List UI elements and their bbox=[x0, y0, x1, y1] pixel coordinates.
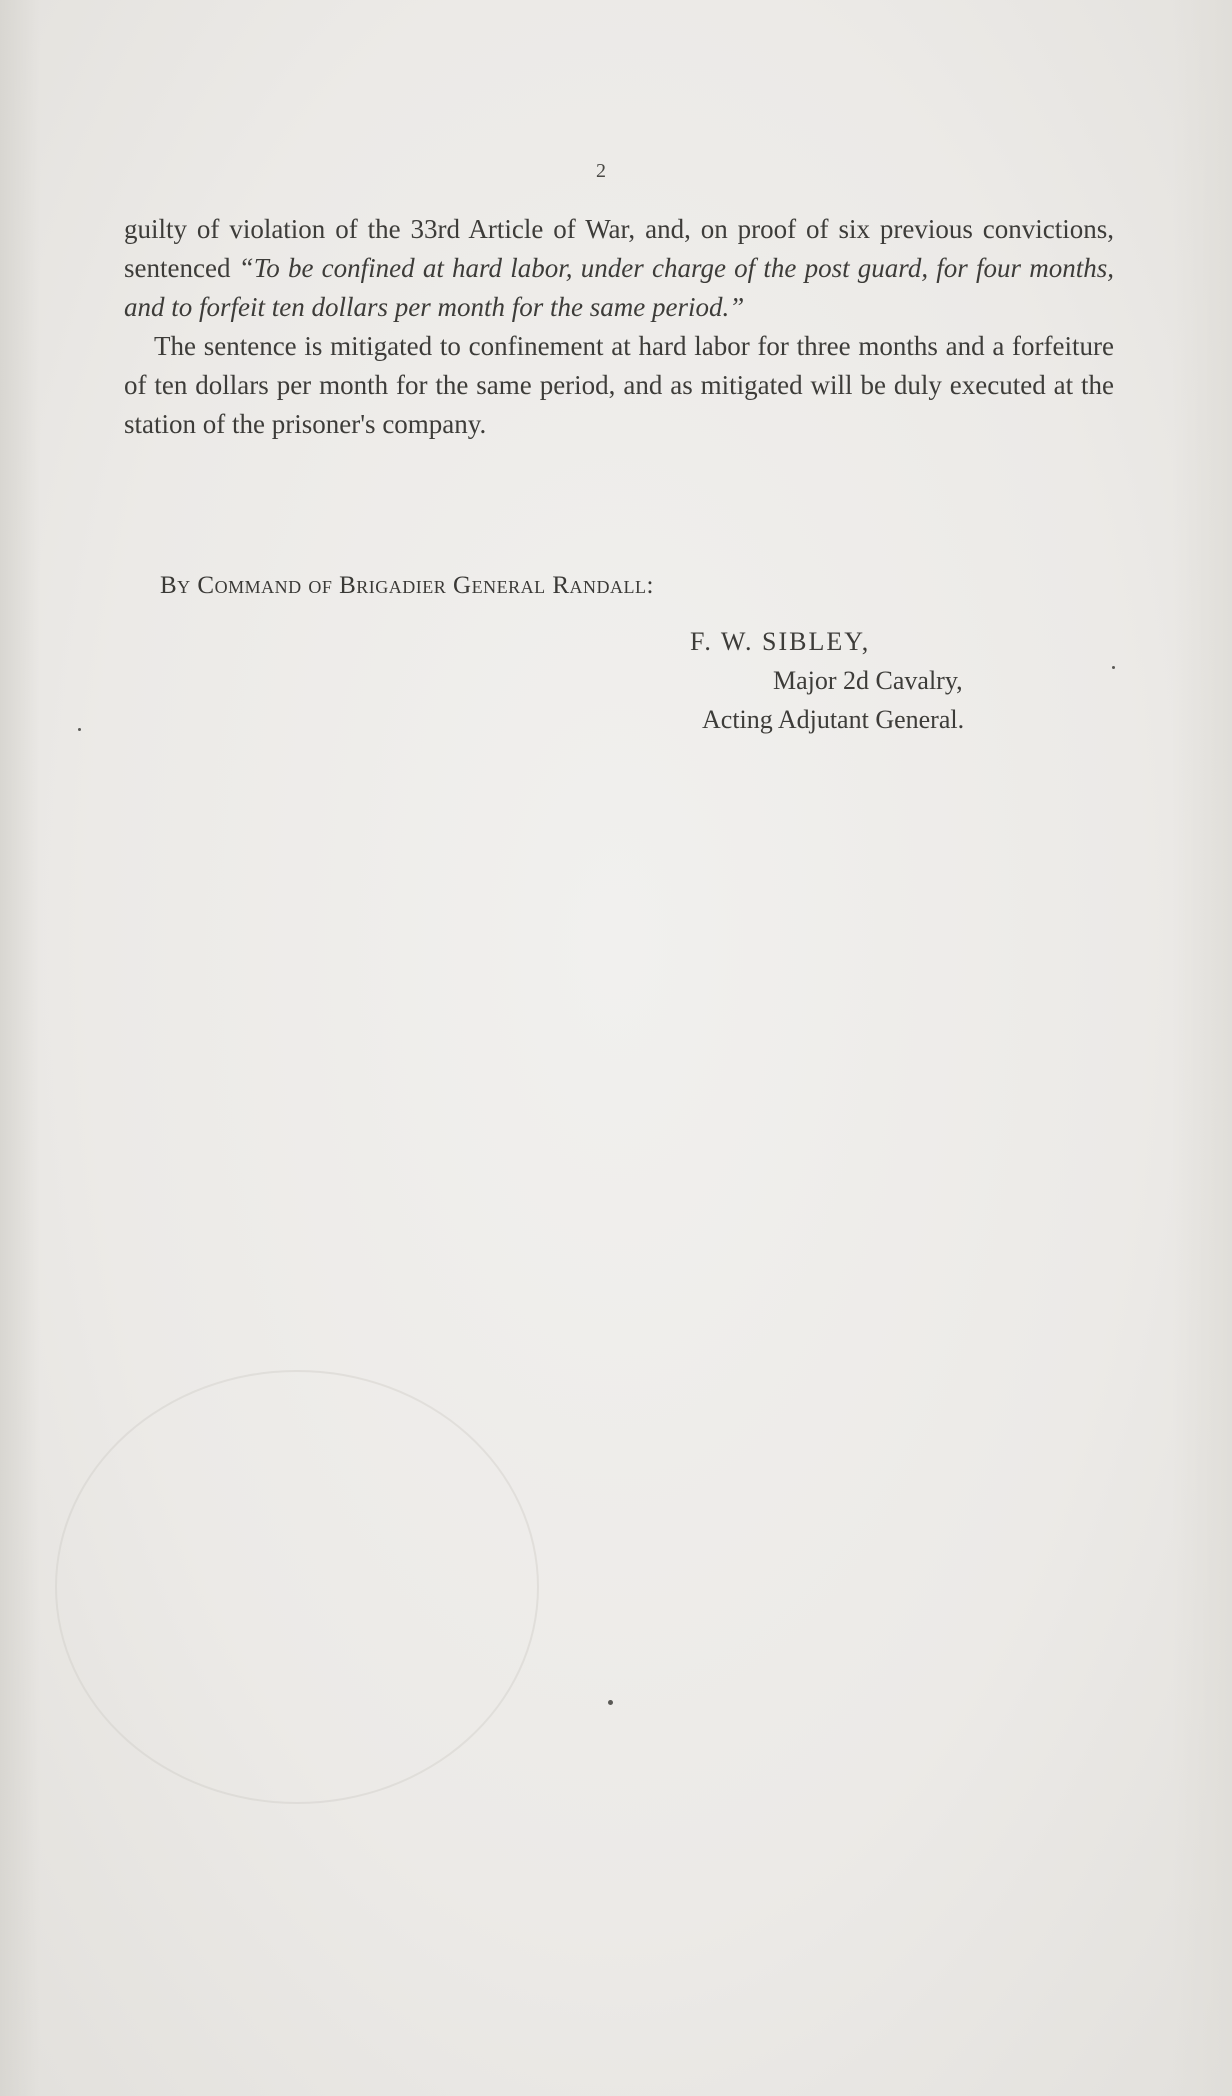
page-edge-right-shadow bbox=[1172, 0, 1232, 2096]
sentence-intro: guilty of violation of the 33rd Article of War, and, on proof of six previous convictions, sentenced bbox=[124, 214, 1114, 283]
page-number: 2 bbox=[596, 160, 606, 182]
page-edge-left-shadow bbox=[0, 0, 40, 2096]
paper-speck bbox=[78, 728, 81, 731]
signatory-name: F. W. SIBLEY, bbox=[690, 627, 871, 656]
signatory-title: Acting Adjutant General. bbox=[702, 705, 965, 734]
paper-speck bbox=[608, 1700, 613, 1705]
signatory-rank: Major 2d Cavalry, bbox=[773, 666, 963, 695]
faint-seal-impression bbox=[55, 1370, 539, 1804]
paragraph-mitigation: The sentence is mitigated to confinement at hard labor for three months and a forfeiture of ten dollars per month for the same period, and as mitigated will be duly executed at the station of the prisoner's company. bbox=[124, 331, 1114, 439]
sentence-quote: “To be confined at hard labor, under charge of the post guard, for four months, and to forfeit ten dollars per month for the same period.” bbox=[124, 253, 1114, 322]
order-body-text bbox=[124, 210, 1114, 444]
paragraph-sentence bbox=[124, 210, 1114, 327]
signature-block bbox=[690, 622, 1130, 739]
command-byline: By Command of Brigadier General Randall: bbox=[160, 572, 654, 599]
paper-speck bbox=[1112, 666, 1115, 669]
